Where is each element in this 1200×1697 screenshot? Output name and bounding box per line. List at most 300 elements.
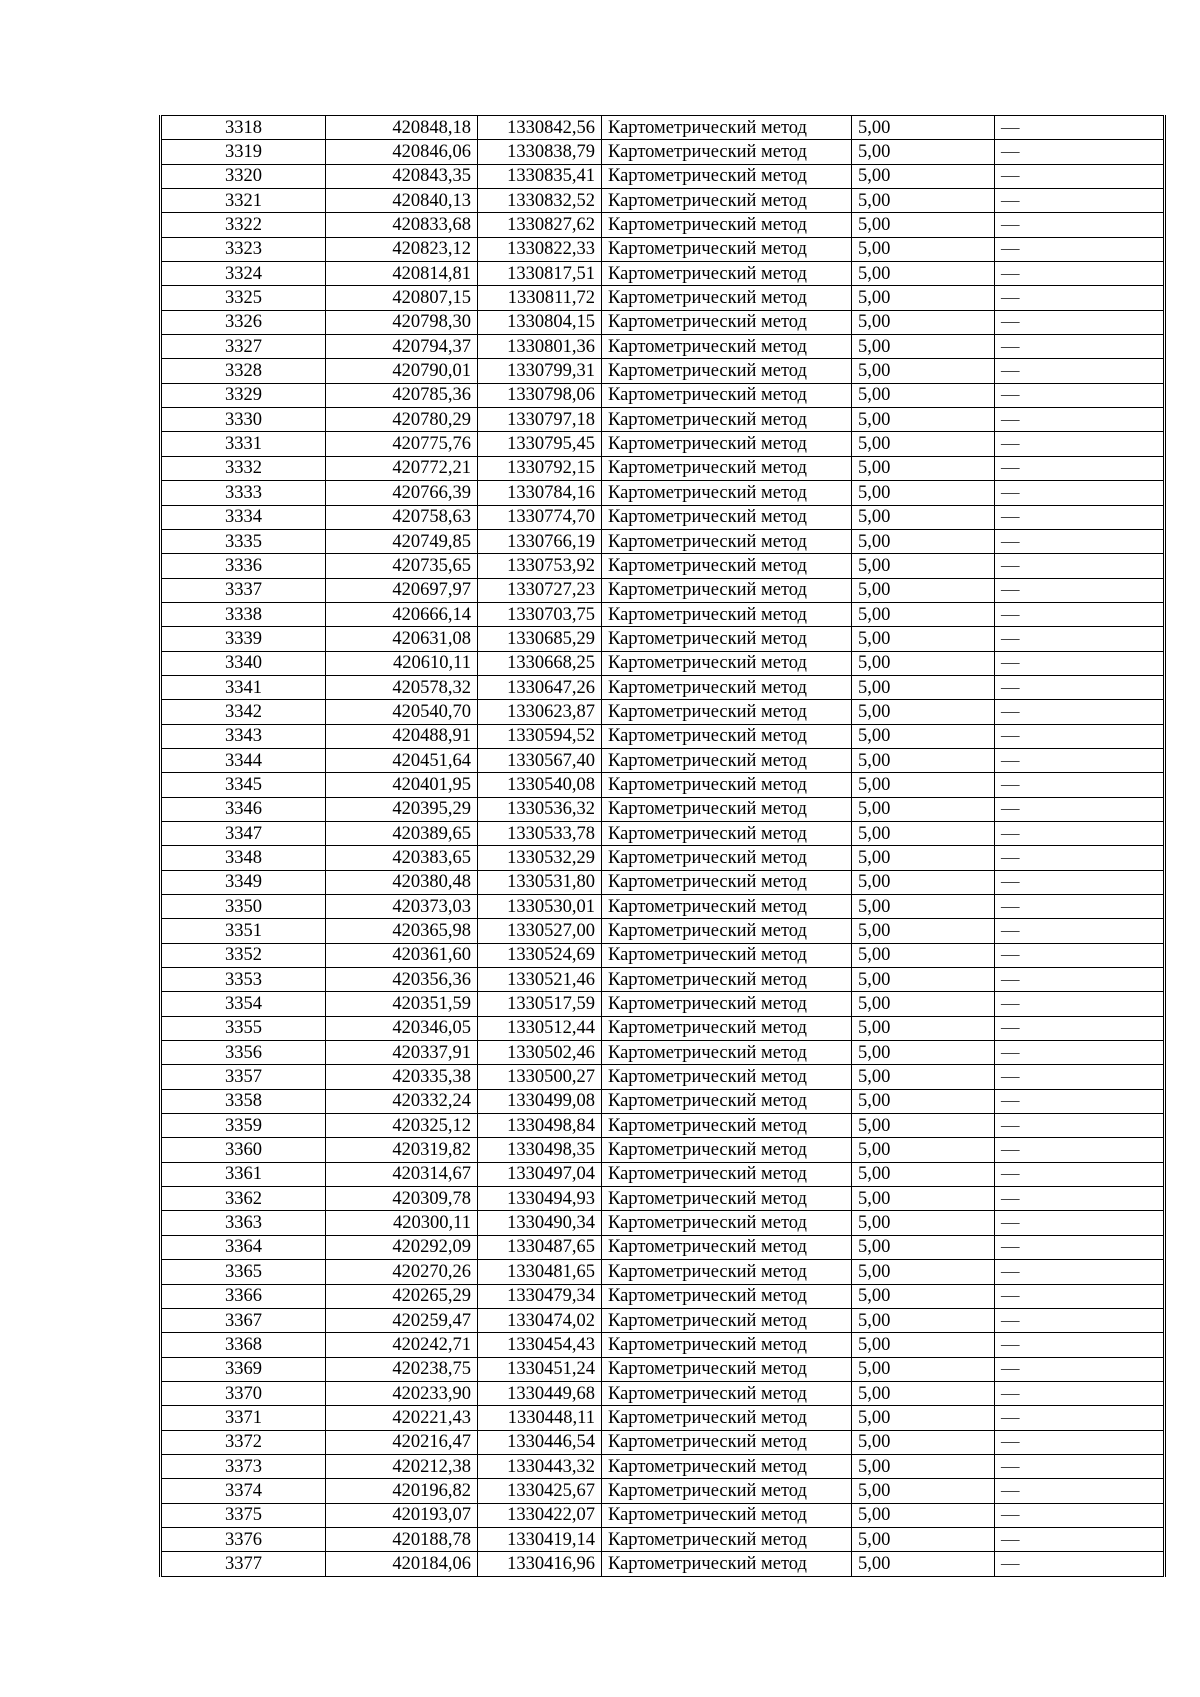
x-coordinate-cell: 420846,06 bbox=[326, 140, 478, 164]
y-coordinate-cell: 1330531,80 bbox=[478, 870, 602, 894]
table-row bbox=[161, 140, 1165, 164]
point-number-cell: 3373 bbox=[161, 1454, 326, 1478]
point-number-cell: 3348 bbox=[161, 846, 326, 870]
method-cell: Картометрический метод bbox=[602, 724, 852, 748]
y-coordinate-cell: 1330419,14 bbox=[478, 1527, 602, 1551]
table-row bbox=[161, 1065, 1165, 1089]
accuracy-cell: 5,00 bbox=[852, 870, 995, 894]
method-cell: Картометрический метод bbox=[602, 505, 852, 529]
method-cell: Картометрический метод bbox=[602, 1065, 852, 1089]
table-row bbox=[161, 1430, 1165, 1454]
accuracy-cell: 5,00 bbox=[852, 1333, 995, 1357]
coordinates-table-body bbox=[161, 116, 1165, 1577]
y-coordinate-cell: 1330502,46 bbox=[478, 1041, 602, 1065]
point-number-cell: 3345 bbox=[161, 773, 326, 797]
method-cell: Картометрический метод bbox=[602, 1089, 852, 1113]
note-cell: — bbox=[995, 1333, 1165, 1357]
table-row bbox=[161, 870, 1165, 894]
y-coordinate-cell: 1330822,33 bbox=[478, 237, 602, 261]
method-cell: Картометрический метод bbox=[602, 1016, 852, 1040]
accuracy-cell: 5,00 bbox=[852, 262, 995, 286]
table-row bbox=[161, 992, 1165, 1016]
point-number-cell: 3330 bbox=[161, 408, 326, 432]
point-number-cell: 3346 bbox=[161, 797, 326, 821]
note-cell: — bbox=[995, 968, 1165, 992]
note-cell: — bbox=[995, 262, 1165, 286]
note-cell: — bbox=[995, 140, 1165, 164]
accuracy-cell: 5,00 bbox=[852, 116, 995, 140]
y-coordinate-cell: 1330425,67 bbox=[478, 1479, 602, 1503]
point-number-cell: 3368 bbox=[161, 1333, 326, 1357]
accuracy-cell: 5,00 bbox=[852, 748, 995, 772]
y-coordinate-cell: 1330774,70 bbox=[478, 505, 602, 529]
table-row bbox=[161, 797, 1165, 821]
table-row bbox=[161, 1089, 1165, 1113]
method-cell: Картометрический метод bbox=[602, 481, 852, 505]
note-cell: — bbox=[995, 456, 1165, 480]
note-cell: — bbox=[995, 578, 1165, 602]
accuracy-cell: 5,00 bbox=[852, 408, 995, 432]
x-coordinate-cell: 420335,38 bbox=[326, 1065, 478, 1089]
x-coordinate-cell: 420356,36 bbox=[326, 968, 478, 992]
method-cell: Картометрический метод bbox=[602, 189, 852, 213]
table-row bbox=[161, 286, 1165, 310]
note-cell: — bbox=[995, 748, 1165, 772]
method-cell: Картометрический метод bbox=[602, 1260, 852, 1284]
accuracy-cell: 5,00 bbox=[852, 1211, 995, 1235]
accuracy-cell: 5,00 bbox=[852, 1430, 995, 1454]
method-cell: Картометрический метод bbox=[602, 1138, 852, 1162]
accuracy-cell: 5,00 bbox=[852, 505, 995, 529]
accuracy-cell: 5,00 bbox=[852, 821, 995, 845]
y-coordinate-cell: 1330521,46 bbox=[478, 968, 602, 992]
x-coordinate-cell: 420196,82 bbox=[326, 1479, 478, 1503]
point-number-cell: 3328 bbox=[161, 359, 326, 383]
x-coordinate-cell: 420314,67 bbox=[326, 1162, 478, 1186]
x-coordinate-cell: 420666,14 bbox=[326, 602, 478, 626]
note-cell: — bbox=[995, 1527, 1165, 1551]
method-cell: Картометрический метод bbox=[602, 968, 852, 992]
x-coordinate-cell: 420319,82 bbox=[326, 1138, 478, 1162]
accuracy-cell: 5,00 bbox=[852, 529, 995, 553]
x-coordinate-cell: 420389,65 bbox=[326, 821, 478, 845]
table-row bbox=[161, 310, 1165, 334]
x-coordinate-cell: 420794,37 bbox=[326, 335, 478, 359]
point-number-cell: 3326 bbox=[161, 310, 326, 334]
note-cell: — bbox=[995, 1041, 1165, 1065]
table-row bbox=[161, 1357, 1165, 1381]
method-cell: Картометрический метод bbox=[602, 992, 852, 1016]
accuracy-cell: 5,00 bbox=[852, 773, 995, 797]
point-number-cell: 3350 bbox=[161, 895, 326, 919]
y-coordinate-cell: 1330799,31 bbox=[478, 359, 602, 383]
note-cell: — bbox=[995, 1406, 1165, 1430]
accuracy-cell: 5,00 bbox=[852, 675, 995, 699]
accuracy-cell: 5,00 bbox=[852, 1138, 995, 1162]
x-coordinate-cell: 420259,47 bbox=[326, 1308, 478, 1332]
x-coordinate-cell: 420332,24 bbox=[326, 1089, 478, 1113]
method-cell: Картометрический метод bbox=[602, 651, 852, 675]
y-coordinate-cell: 1330567,40 bbox=[478, 748, 602, 772]
x-coordinate-cell: 420798,30 bbox=[326, 310, 478, 334]
y-coordinate-cell: 1330594,52 bbox=[478, 724, 602, 748]
method-cell: Картометрический метод bbox=[602, 310, 852, 334]
x-coordinate-cell: 420238,75 bbox=[326, 1357, 478, 1381]
note-cell: — bbox=[995, 1503, 1165, 1527]
table-row bbox=[161, 189, 1165, 213]
table-row bbox=[161, 164, 1165, 188]
table-row bbox=[161, 773, 1165, 797]
note-cell: — bbox=[995, 1138, 1165, 1162]
y-coordinate-cell: 1330647,26 bbox=[478, 675, 602, 699]
y-coordinate-cell: 1330454,43 bbox=[478, 1333, 602, 1357]
x-coordinate-cell: 420212,38 bbox=[326, 1454, 478, 1478]
accuracy-cell: 5,00 bbox=[852, 846, 995, 870]
accuracy-cell: 5,00 bbox=[852, 213, 995, 237]
point-number-cell: 3360 bbox=[161, 1138, 326, 1162]
point-number-cell: 3322 bbox=[161, 213, 326, 237]
point-number-cell: 3365 bbox=[161, 1260, 326, 1284]
table-row bbox=[161, 919, 1165, 943]
y-coordinate-cell: 1330422,07 bbox=[478, 1503, 602, 1527]
y-coordinate-cell: 1330498,84 bbox=[478, 1114, 602, 1138]
note-cell: — bbox=[995, 1430, 1165, 1454]
note-cell: — bbox=[995, 846, 1165, 870]
note-cell: — bbox=[995, 895, 1165, 919]
method-cell: Картометрический метод bbox=[602, 1114, 852, 1138]
accuracy-cell: 5,00 bbox=[852, 1187, 995, 1211]
y-coordinate-cell: 1330811,72 bbox=[478, 286, 602, 310]
note-cell: — bbox=[995, 627, 1165, 651]
note-cell: — bbox=[995, 505, 1165, 529]
accuracy-cell: 5,00 bbox=[852, 1065, 995, 1089]
accuracy-cell: 5,00 bbox=[852, 1235, 995, 1259]
x-coordinate-cell: 420395,29 bbox=[326, 797, 478, 821]
point-number-cell: 3343 bbox=[161, 724, 326, 748]
method-cell: Картометрический метод bbox=[602, 797, 852, 821]
point-number-cell: 3354 bbox=[161, 992, 326, 1016]
table-row bbox=[161, 895, 1165, 919]
accuracy-cell: 5,00 bbox=[852, 1260, 995, 1284]
table-row bbox=[161, 1187, 1165, 1211]
x-coordinate-cell: 420346,05 bbox=[326, 1016, 478, 1040]
table-row bbox=[161, 1211, 1165, 1235]
point-number-cell: 3359 bbox=[161, 1114, 326, 1138]
note-cell: — bbox=[995, 408, 1165, 432]
point-number-cell: 3318 bbox=[161, 116, 326, 140]
x-coordinate-cell: 420184,06 bbox=[326, 1552, 478, 1576]
x-coordinate-cell: 420780,29 bbox=[326, 408, 478, 432]
method-cell: Картометрический метод bbox=[602, 1211, 852, 1235]
method-cell: Картометрический метод bbox=[602, 1357, 852, 1381]
accuracy-cell: 5,00 bbox=[852, 797, 995, 821]
method-cell: Картометрический метод bbox=[602, 700, 852, 724]
method-cell: Картометрический метод bbox=[602, 846, 852, 870]
accuracy-cell: 5,00 bbox=[852, 383, 995, 407]
table-row bbox=[161, 724, 1165, 748]
point-number-cell: 3344 bbox=[161, 748, 326, 772]
method-cell: Картометрический метод bbox=[602, 1454, 852, 1478]
note-cell: — bbox=[995, 481, 1165, 505]
x-coordinate-cell: 420188,78 bbox=[326, 1527, 478, 1551]
point-number-cell: 3356 bbox=[161, 1041, 326, 1065]
x-coordinate-cell: 420300,11 bbox=[326, 1211, 478, 1235]
point-number-cell: 3358 bbox=[161, 1089, 326, 1113]
table-row bbox=[161, 1308, 1165, 1332]
table-row bbox=[161, 578, 1165, 602]
note-cell: — bbox=[995, 919, 1165, 943]
x-coordinate-cell: 420373,03 bbox=[326, 895, 478, 919]
accuracy-cell: 5,00 bbox=[852, 1284, 995, 1308]
point-number-cell: 3353 bbox=[161, 968, 326, 992]
point-number-cell: 3375 bbox=[161, 1503, 326, 1527]
note-cell: — bbox=[995, 359, 1165, 383]
point-number-cell: 3341 bbox=[161, 675, 326, 699]
point-number-cell: 3321 bbox=[161, 189, 326, 213]
x-coordinate-cell: 420843,35 bbox=[326, 164, 478, 188]
point-number-cell: 3371 bbox=[161, 1406, 326, 1430]
table-row bbox=[161, 1406, 1165, 1430]
accuracy-cell: 5,00 bbox=[852, 481, 995, 505]
y-coordinate-cell: 1330497,04 bbox=[478, 1162, 602, 1186]
x-coordinate-cell: 420361,60 bbox=[326, 943, 478, 967]
note-cell: — bbox=[995, 286, 1165, 310]
point-number-cell: 3342 bbox=[161, 700, 326, 724]
accuracy-cell: 5,00 bbox=[852, 310, 995, 334]
method-cell: Картометрический метод bbox=[602, 748, 852, 772]
x-coordinate-cell: 420383,65 bbox=[326, 846, 478, 870]
table-row bbox=[161, 1333, 1165, 1357]
note-cell: — bbox=[995, 1089, 1165, 1113]
table-row bbox=[161, 675, 1165, 699]
accuracy-cell: 5,00 bbox=[852, 1016, 995, 1040]
table-row bbox=[161, 700, 1165, 724]
note-cell: — bbox=[995, 821, 1165, 845]
note-cell: — bbox=[995, 943, 1165, 967]
y-coordinate-cell: 1330481,65 bbox=[478, 1260, 602, 1284]
table-row bbox=[161, 529, 1165, 553]
accuracy-cell: 5,00 bbox=[852, 554, 995, 578]
method-cell: Картометрический метод bbox=[602, 602, 852, 626]
point-number-cell: 3369 bbox=[161, 1357, 326, 1381]
note-cell: — bbox=[995, 1065, 1165, 1089]
note-cell: — bbox=[995, 1187, 1165, 1211]
method-cell: Картометрический метод bbox=[602, 1308, 852, 1332]
method-cell: Картометрический метод bbox=[602, 359, 852, 383]
table-row bbox=[161, 602, 1165, 626]
point-number-cell: 3323 bbox=[161, 237, 326, 261]
y-coordinate-cell: 1330499,08 bbox=[478, 1089, 602, 1113]
table-row bbox=[161, 481, 1165, 505]
y-coordinate-cell: 1330530,01 bbox=[478, 895, 602, 919]
table-row bbox=[161, 943, 1165, 967]
method-cell: Картометрический метод bbox=[602, 675, 852, 699]
y-coordinate-cell: 1330792,15 bbox=[478, 456, 602, 480]
x-coordinate-cell: 420697,97 bbox=[326, 578, 478, 602]
x-coordinate-cell: 420270,26 bbox=[326, 1260, 478, 1284]
note-cell: — bbox=[995, 237, 1165, 261]
method-cell: Картометрический метод bbox=[602, 164, 852, 188]
method-cell: Картометрический метод bbox=[602, 1503, 852, 1527]
point-number-cell: 3324 bbox=[161, 262, 326, 286]
x-coordinate-cell: 420833,68 bbox=[326, 213, 478, 237]
table-row bbox=[161, 1284, 1165, 1308]
note-cell: — bbox=[995, 310, 1165, 334]
note-cell: — bbox=[995, 432, 1165, 456]
point-number-cell: 3361 bbox=[161, 1162, 326, 1186]
x-coordinate-cell: 420766,39 bbox=[326, 481, 478, 505]
table-row bbox=[161, 432, 1165, 456]
note-cell: — bbox=[995, 773, 1165, 797]
x-coordinate-cell: 420749,85 bbox=[326, 529, 478, 553]
table-row bbox=[161, 1454, 1165, 1478]
method-cell: Картометрический метод bbox=[602, 943, 852, 967]
x-coordinate-cell: 420540,70 bbox=[326, 700, 478, 724]
y-coordinate-cell: 1330490,34 bbox=[478, 1211, 602, 1235]
note-cell: — bbox=[995, 992, 1165, 1016]
note-cell: — bbox=[995, 1235, 1165, 1259]
accuracy-cell: 5,00 bbox=[852, 140, 995, 164]
method-cell: Картометрический метод bbox=[602, 1041, 852, 1065]
method-cell: Картометрический метод bbox=[602, 554, 852, 578]
method-cell: Картометрический метод bbox=[602, 578, 852, 602]
method-cell: Картометрический метод bbox=[602, 116, 852, 140]
y-coordinate-cell: 1330804,15 bbox=[478, 310, 602, 334]
method-cell: Картометрический метод bbox=[602, 408, 852, 432]
note-cell: — bbox=[995, 189, 1165, 213]
y-coordinate-cell: 1330536,32 bbox=[478, 797, 602, 821]
table-row bbox=[161, 1138, 1165, 1162]
coordinates-table bbox=[159, 115, 1166, 1577]
x-coordinate-cell: 420790,01 bbox=[326, 359, 478, 383]
table-row bbox=[161, 554, 1165, 578]
point-number-cell: 3372 bbox=[161, 1430, 326, 1454]
table-row bbox=[161, 383, 1165, 407]
x-coordinate-cell: 420848,18 bbox=[326, 116, 478, 140]
y-coordinate-cell: 1330451,24 bbox=[478, 1357, 602, 1381]
x-coordinate-cell: 420758,63 bbox=[326, 505, 478, 529]
note-cell: — bbox=[995, 724, 1165, 748]
x-coordinate-cell: 420488,91 bbox=[326, 724, 478, 748]
table-row bbox=[161, 408, 1165, 432]
note-cell: — bbox=[995, 1260, 1165, 1284]
note-cell: — bbox=[995, 1381, 1165, 1405]
note-cell: — bbox=[995, 1114, 1165, 1138]
note-cell: — bbox=[995, 675, 1165, 699]
x-coordinate-cell: 420325,12 bbox=[326, 1114, 478, 1138]
y-coordinate-cell: 1330540,08 bbox=[478, 773, 602, 797]
point-number-cell: 3334 bbox=[161, 505, 326, 529]
method-cell: Картометрический метод bbox=[602, 895, 852, 919]
note-cell: — bbox=[995, 1552, 1165, 1576]
method-cell: Картометрический метод bbox=[602, 286, 852, 310]
method-cell: Картометрический метод bbox=[602, 213, 852, 237]
accuracy-cell: 5,00 bbox=[852, 919, 995, 943]
point-number-cell: 3333 bbox=[161, 481, 326, 505]
method-cell: Картометрический метод bbox=[602, 773, 852, 797]
y-coordinate-cell: 1330784,16 bbox=[478, 481, 602, 505]
x-coordinate-cell: 420785,36 bbox=[326, 383, 478, 407]
accuracy-cell: 5,00 bbox=[852, 456, 995, 480]
accuracy-cell: 5,00 bbox=[852, 1527, 995, 1551]
method-cell: Картометрический метод bbox=[602, 1406, 852, 1430]
method-cell: Картометрический метод bbox=[602, 237, 852, 261]
accuracy-cell: 5,00 bbox=[852, 335, 995, 359]
y-coordinate-cell: 1330668,25 bbox=[478, 651, 602, 675]
accuracy-cell: 5,00 bbox=[852, 1503, 995, 1527]
y-coordinate-cell: 1330498,35 bbox=[478, 1138, 602, 1162]
point-number-cell: 3325 bbox=[161, 286, 326, 310]
y-coordinate-cell: 1330795,45 bbox=[478, 432, 602, 456]
method-cell: Картометрический метод bbox=[602, 1162, 852, 1186]
point-number-cell: 3352 bbox=[161, 943, 326, 967]
method-cell: Картометрический метод bbox=[602, 627, 852, 651]
point-number-cell: 3363 bbox=[161, 1211, 326, 1235]
y-coordinate-cell: 1330832,52 bbox=[478, 189, 602, 213]
point-number-cell: 3320 bbox=[161, 164, 326, 188]
y-coordinate-cell: 1330416,96 bbox=[478, 1552, 602, 1576]
point-number-cell: 3366 bbox=[161, 1284, 326, 1308]
note-cell: — bbox=[995, 797, 1165, 821]
x-coordinate-cell: 420380,48 bbox=[326, 870, 478, 894]
y-coordinate-cell: 1330449,68 bbox=[478, 1381, 602, 1405]
y-coordinate-cell: 1330827,62 bbox=[478, 213, 602, 237]
table-row bbox=[161, 1552, 1165, 1576]
method-cell: Картометрический метод bbox=[602, 1430, 852, 1454]
x-coordinate-cell: 420292,09 bbox=[326, 1235, 478, 1259]
accuracy-cell: 5,00 bbox=[852, 164, 995, 188]
x-coordinate-cell: 420221,43 bbox=[326, 1406, 478, 1430]
note-cell: — bbox=[995, 1357, 1165, 1381]
method-cell: Картометрический метод bbox=[602, 262, 852, 286]
accuracy-cell: 5,00 bbox=[852, 700, 995, 724]
y-coordinate-cell: 1330842,56 bbox=[478, 116, 602, 140]
method-cell: Картометрический метод bbox=[602, 1527, 852, 1551]
y-coordinate-cell: 1330817,51 bbox=[478, 262, 602, 286]
method-cell: Картометрический метод bbox=[602, 1235, 852, 1259]
note-cell: — bbox=[995, 700, 1165, 724]
method-cell: Картометрический метод bbox=[602, 919, 852, 943]
x-coordinate-cell: 420814,81 bbox=[326, 262, 478, 286]
accuracy-cell: 5,00 bbox=[852, 895, 995, 919]
y-coordinate-cell: 1330448,11 bbox=[478, 1406, 602, 1430]
method-cell: Картометрический метод bbox=[602, 335, 852, 359]
x-coordinate-cell: 420631,08 bbox=[326, 627, 478, 651]
table-row bbox=[161, 1503, 1165, 1527]
y-coordinate-cell: 1330727,23 bbox=[478, 578, 602, 602]
table-row bbox=[161, 651, 1165, 675]
y-coordinate-cell: 1330753,92 bbox=[478, 554, 602, 578]
y-coordinate-cell: 1330623,87 bbox=[478, 700, 602, 724]
table-row bbox=[161, 846, 1165, 870]
point-number-cell: 3362 bbox=[161, 1187, 326, 1211]
note-cell: — bbox=[995, 116, 1165, 140]
y-coordinate-cell: 1330835,41 bbox=[478, 164, 602, 188]
table-row bbox=[161, 821, 1165, 845]
accuracy-cell: 5,00 bbox=[852, 1406, 995, 1430]
table-row bbox=[161, 116, 1165, 140]
accuracy-cell: 5,00 bbox=[852, 286, 995, 310]
y-coordinate-cell: 1330527,00 bbox=[478, 919, 602, 943]
accuracy-cell: 5,00 bbox=[852, 189, 995, 213]
point-number-cell: 3370 bbox=[161, 1381, 326, 1405]
x-coordinate-cell: 420578,32 bbox=[326, 675, 478, 699]
method-cell: Картометрический метод bbox=[602, 1333, 852, 1357]
note-cell: — bbox=[995, 383, 1165, 407]
accuracy-cell: 5,00 bbox=[852, 1479, 995, 1503]
accuracy-cell: 5,00 bbox=[852, 943, 995, 967]
x-coordinate-cell: 420265,29 bbox=[326, 1284, 478, 1308]
